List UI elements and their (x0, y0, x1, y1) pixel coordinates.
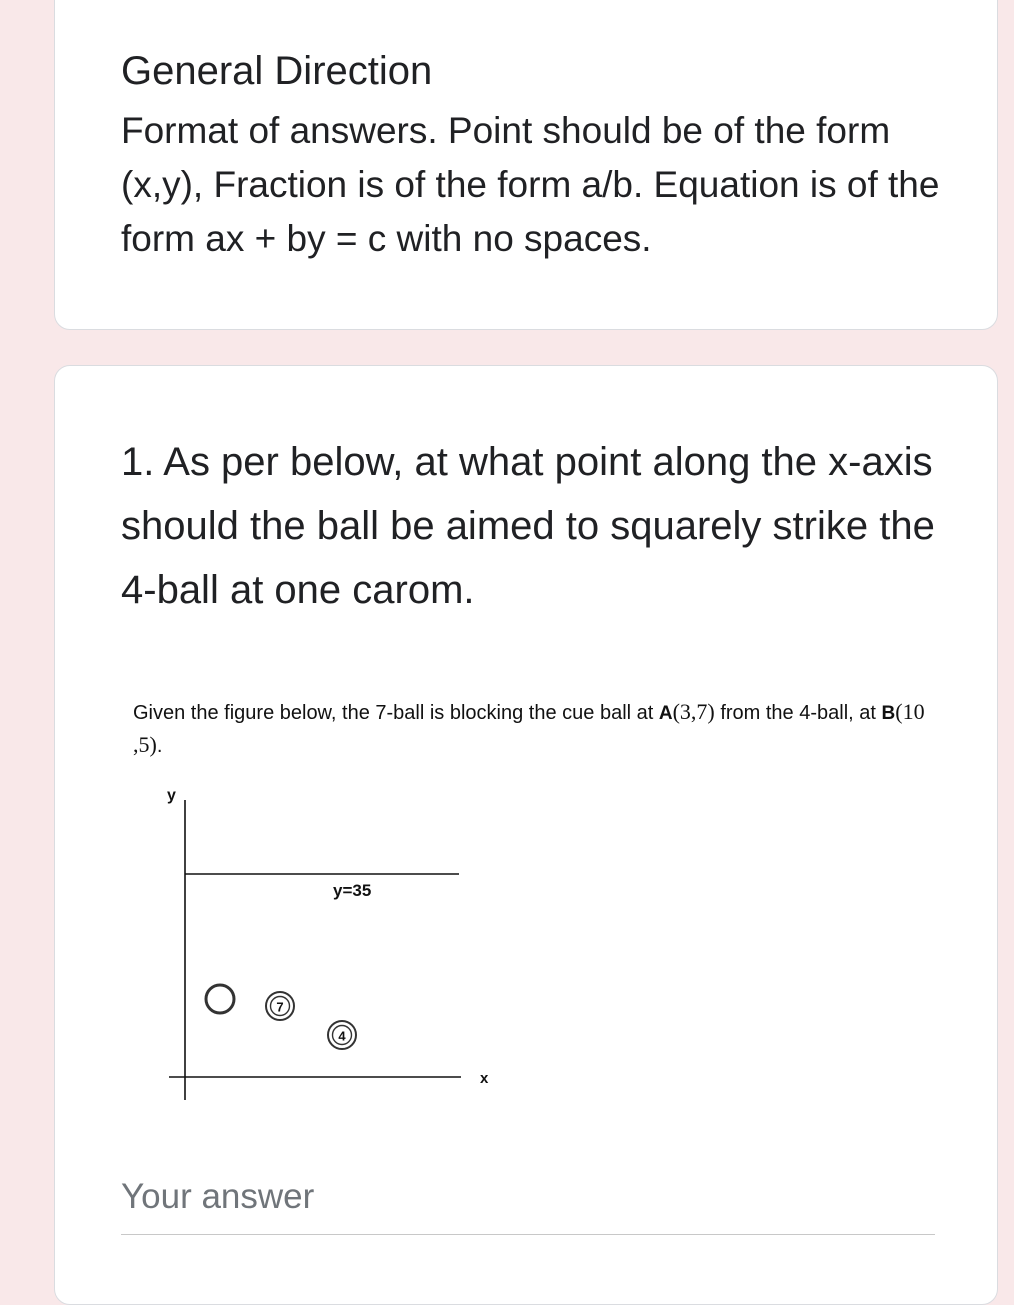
four-ball (328, 1021, 356, 1049)
point-a-coords: (3,7) (672, 699, 715, 724)
carom-figure (155, 784, 515, 1114)
direction-title: General Direction (121, 49, 433, 93)
given-suffix: . (156, 735, 163, 757)
seven-ball-label: 7 (276, 999, 284, 1015)
general-direction-card (54, 0, 998, 330)
point-b-label: B (881, 703, 896, 724)
point-a (659, 699, 715, 724)
direction-body: Format of answers. Point should be of the form (x,y), Fraction is of the form a/b. Equation is of the form ax + by = c with no spaces. (121, 110, 940, 259)
y-axis-label: y (167, 787, 176, 804)
given-text (133, 696, 953, 762)
four-ball-label: 4 (338, 1028, 346, 1044)
question-card (54, 365, 998, 1305)
cue-ball (206, 985, 234, 1013)
answer-placeholder: Your answer (121, 1177, 315, 1216)
seven-ball (266, 992, 294, 1020)
x-axis-label: x (480, 1070, 489, 1087)
question-title: 1. As per below, at what point along the x-axis should the ball be aimed to squarely strike the 4-ball at one carom. (121, 440, 935, 612)
point-a-label: A (658, 703, 673, 724)
answer-input[interactable] (121, 1224, 935, 1235)
given-middle: from the 4-ball, at (714, 702, 882, 724)
point-b-coords: (10 ,5) (133, 699, 925, 757)
given-prefix: Given the figure below, the 7-ball is blocking the cue ball at (133, 702, 659, 724)
cushion-label: y=35 (333, 881, 372, 900)
